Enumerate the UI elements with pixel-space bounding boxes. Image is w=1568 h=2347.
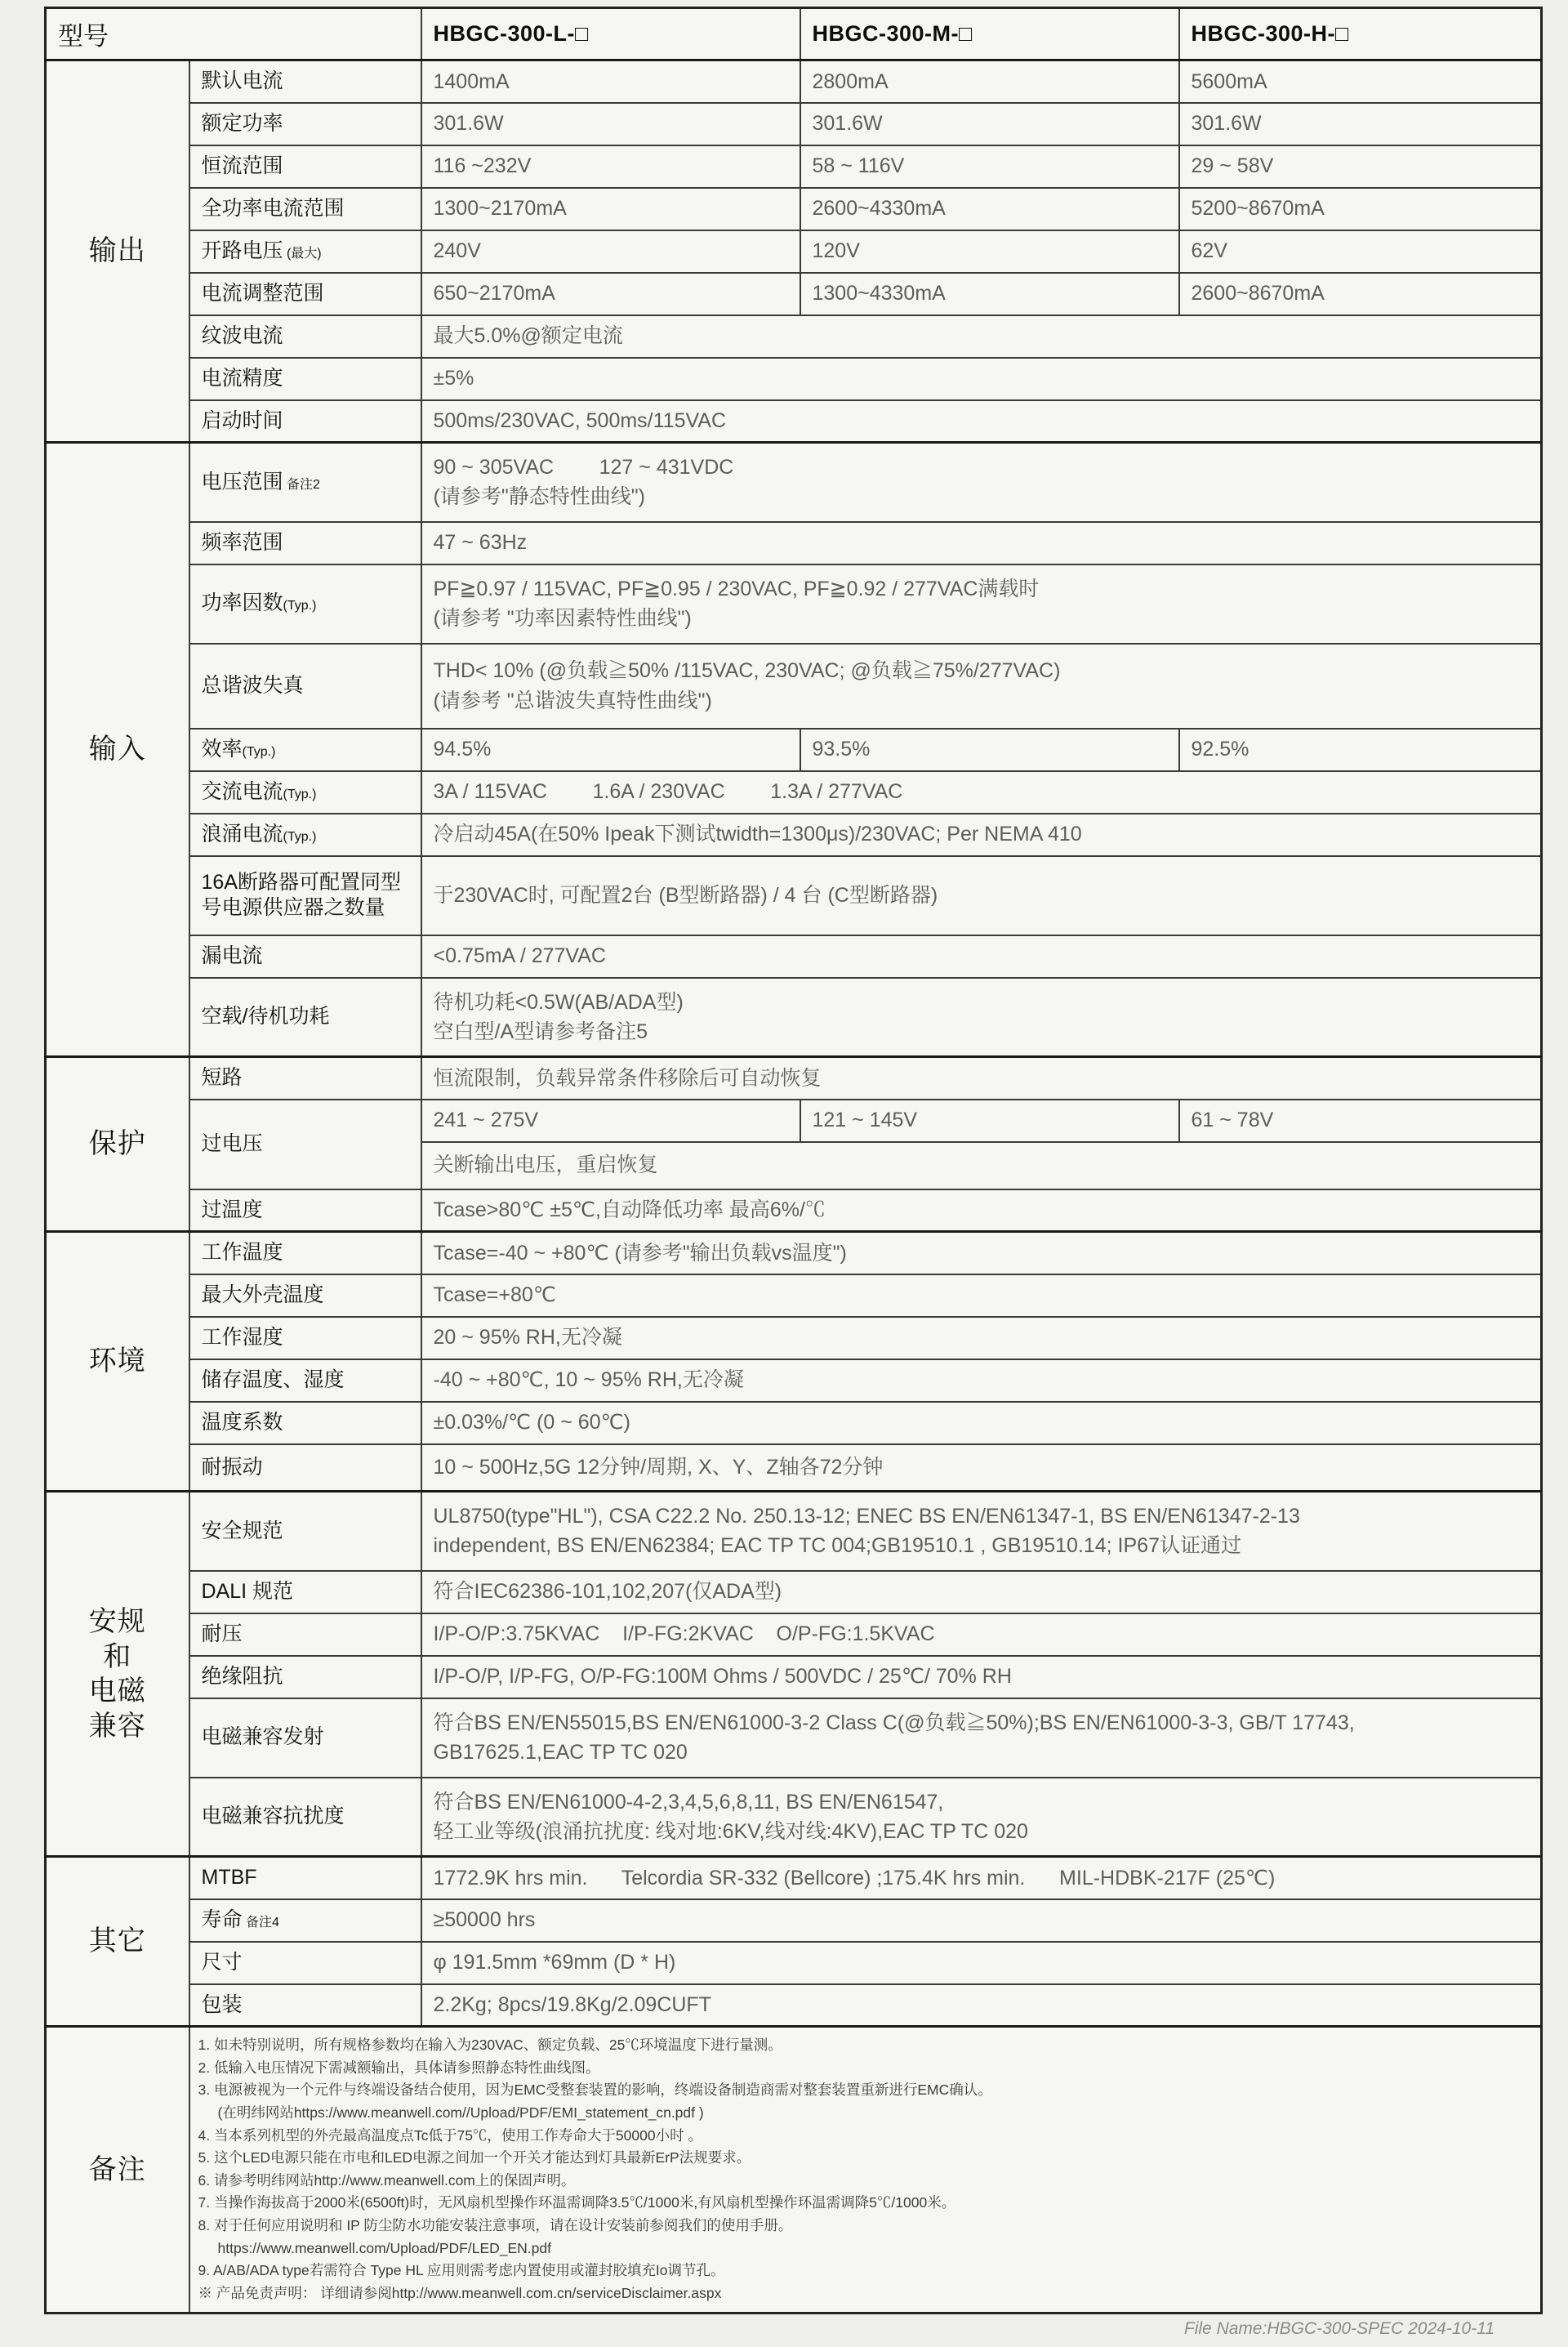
value-span: 2.2Kg; 8pcs/19.8Kg/2.09CUFT <box>421 1984 1542 2027</box>
section-safety-emc: 安规 和 电磁 兼容 <box>46 1492 189 1857</box>
value-span: 恒流限制，负载异常条件移除后可自动恢复 <box>421 1057 1542 1100</box>
row-leakage-current <box>46 935 1542 978</box>
value-span: Tcase=-40 ~ +80℃ (请参考"输出负载vs温度") <box>421 1232 1542 1274</box>
value-span: Tcase=+80℃ <box>421 1274 1542 1317</box>
section-notes: 备注 <box>46 2027 189 2314</box>
value-span: UL8750(type"HL"), CSA C22.2 No. 250.13-12; ENEC BS EN/EN61347-1, BS EN/EN61347-2-13 independent, BS EN/EN62384; EAC TP TC 004;GB19510.1 , GB19510.14; IP67认证通过 <box>421 1492 1542 1571</box>
row-rated-power <box>46 103 1542 145</box>
note-line-6: 6. 请参考明纬网站http://www.meanwell.com上的保固声明。 <box>198 2171 576 2189</box>
row-default-current <box>46 60 1542 103</box>
label-note: (Typ.) <box>242 744 276 759</box>
value-l: 1400mA <box>421 60 800 103</box>
row-safety-standards <box>46 1492 1542 1571</box>
row-packing <box>46 1984 1542 2027</box>
value-span: 90 ~ 305VAC 127 ~ 431VDC (请参考"静态特性曲线") <box>421 443 1542 522</box>
row-label: 绝缘阻抗 <box>189 1656 421 1698</box>
value-m: 1300~4330mA <box>800 273 1179 315</box>
row-label: 恒流范围 <box>189 145 421 188</box>
row-label: 过电压 <box>189 1100 421 1189</box>
row-label: 耐压 <box>189 1613 421 1656</box>
row-label <box>189 443 421 522</box>
label-note: (Typ.) <box>283 829 317 844</box>
row-label: 电流调整范围 <box>189 273 421 315</box>
value-span: ≥50000 hrs <box>421 1899 1542 1942</box>
model-name-h: HBGC-300-H-□ <box>1179 8 1542 60</box>
section-output: 输出 <box>46 60 189 443</box>
header-row <box>46 8 1542 60</box>
row-no-load-standby-power <box>46 978 1542 1057</box>
row-current-adjust-range <box>46 273 1542 315</box>
note-line-5: 5. 这个LED电源只能在市电和LED电源之间加一个开关才能达到灯具最新ErP法规要求。 <box>198 2149 751 2166</box>
row-label: 储存温度、湿度 <box>189 1359 421 1402</box>
label-note: (Typ.) <box>283 599 317 614</box>
row-label <box>189 564 421 644</box>
value-span: 20 ~ 95% RH,无冷凝 <box>421 1317 1542 1359</box>
row-label: 漏电流 <box>189 935 421 978</box>
row-emc-immunity <box>46 1778 1542 1857</box>
row-thd <box>46 644 1542 729</box>
row-storage-temp-humidity <box>46 1359 1542 1402</box>
row-label: 温度系数 <box>189 1402 421 1444</box>
row-notes <box>46 2027 1542 2314</box>
row-short-circuit <box>46 1057 1542 1100</box>
row-label: 纹波电流 <box>189 315 421 358</box>
row-dali <box>46 1571 1542 1613</box>
row-current-accuracy <box>46 358 1542 400</box>
label-note: (最大) <box>283 246 322 261</box>
label-text: 开路电压 <box>201 239 283 262</box>
value-l: 1300~2170mA <box>421 188 800 230</box>
value-span: 符合BS EN/EN55015,BS EN/EN61000-3-2 Class C(@负载≧50%);BS EN/EN61000-3-3, GB/T 17743, GB17625.1,EAC TP TC 020 <box>421 1698 1542 1778</box>
value-span: 符合IEC62386-101,102,207(仅ADA型) <box>421 1571 1542 1613</box>
value-span: I/P-O/P:3.75KVAC I/P-FG:2KVAC O/P-FG:1.5KVAC <box>421 1613 1542 1656</box>
note-line-4: 4. 当本系列机型的外壳最高温度点Tc低于75℃，使用工作寿命大于50000小时 。 <box>198 2126 702 2144</box>
value-span: 关断输出电压，重启恢复 <box>421 1142 1542 1189</box>
note-line-3: 3. 电源被视为一个元件与终端设备结合使用，因为EMC受整套装置的影响，终端设备制造商需对整套装置重新进行EMC确认。 <box>198 2082 992 2099</box>
row-label <box>189 1899 421 1942</box>
value-l: 94.5% <box>421 729 800 771</box>
note-line-1: 1. 如未特别说明，所有规格参数均在输入为230VAC、额定负载、25℃环境温度下进行量测。 <box>198 2037 782 2053</box>
section-others: 其它 <box>46 1857 189 2027</box>
model-header-label: 型号 <box>46 8 421 60</box>
value-span: φ 191.5mm *69mm (D * H) <box>421 1942 1542 1984</box>
value-span: 符合BS EN/EN61000-4-2,3,4,5,6,8,11, BS EN/EN61547, 轻工业等级(浪涌抗扰度: 线对地:6KV,线对线:4KV),EAC TP TC 020 <box>421 1778 1542 1857</box>
value-h: 29 ~ 58V <box>1179 145 1542 188</box>
row-label: 频率范围 <box>189 522 421 564</box>
row-label: DALI 规范 <box>189 1571 421 1613</box>
row-efficiency <box>46 729 1542 771</box>
row-max-case-temp <box>46 1274 1542 1317</box>
value-span: 待机功耗<0.5W(AB/ADA型) 空白型/A型请参考备注5 <box>421 978 1542 1057</box>
row-setup-time <box>46 400 1542 443</box>
label-note: 备注4 <box>242 1915 279 1930</box>
row-ripple-current <box>46 315 1542 358</box>
row-label: 16A断路器可配置同型号电源供应器之数量 <box>189 856 421 935</box>
value-span: 最大5.0%@额定电流 <box>421 315 1542 358</box>
label-text: 寿命 <box>201 1907 243 1931</box>
row-constant-current-range <box>46 145 1542 188</box>
label-text: 功率因数 <box>201 591 283 615</box>
section-environment: 环境 <box>46 1232 189 1492</box>
row-label <box>189 771 421 814</box>
value-span: 10 ~ 500Hz,5G 12分钟/周期, X、Y、Z轴各72分钟 <box>421 1444 1542 1492</box>
value-span: Tcase>80℃ ±5℃,自动降低功率 最高6%/℃ <box>421 1189 1542 1232</box>
row-label: MTBF <box>189 1857 421 1899</box>
value-span: I/P-O/P, I/P-FG, O/P-FG:100M Ohms / 500VDC / 25℃/ 70% RH <box>421 1656 1542 1698</box>
value-h: 92.5% <box>1179 729 1542 771</box>
value-h: 301.6W <box>1179 103 1542 145</box>
value-span: 47 ~ 63Hz <box>421 522 1542 564</box>
value-m: 2800mA <box>800 60 1179 103</box>
note-line-8: 8. 对于任何应用说明和 IP 防尘防水功能安装注意事项，请在设计安装前参阅我们的使用手册。 <box>198 2217 793 2234</box>
row-label: 短路 <box>189 1057 421 1100</box>
value-h: 5200~8670mA <box>1179 188 1542 230</box>
file-name-footer: File Name:HBGC-300-SPEC 2024-10-11 <box>1183 2318 1494 2338</box>
row-frequency-range <box>46 522 1542 564</box>
note-line-8b: https://www.meanwell.com/Upload/PDF/LED_EN.pdf <box>217 2239 551 2256</box>
value-l: 301.6W <box>421 103 800 145</box>
note-line-3b: (在明纬网站https://www.meanwell.com//Upload/PDF/EMI_statement_cn.pdf ) <box>217 2104 704 2121</box>
row-label <box>189 814 421 856</box>
note-line-7: 7. 当操作海拔高于2000米(6500ft)时，无风扇机型操作环温需调降3.5℃/1000米,有风扇机型操作环温需调降5℃/1000米。 <box>198 2194 956 2211</box>
value-l: 650~2170mA <box>421 273 800 315</box>
label-note: 备注2 <box>283 477 320 492</box>
model-name-l: HBGC-300-L-□ <box>421 8 800 60</box>
value-span: ±0.03%/℃ (0 ~ 60℃) <box>421 1402 1542 1444</box>
value-span: 于230VAC时, 可配置2台 (B型断路器) / 4 台 (C型断路器) <box>421 856 1542 935</box>
row-life <box>46 1899 1542 1942</box>
value-m: 58 ~ 116V <box>800 145 1179 188</box>
value-h: 62V <box>1179 230 1542 273</box>
row-label: 最大外壳温度 <box>189 1274 421 1317</box>
value-span: -40 ~ +80℃, 10 ~ 95% RH,无冷凝 <box>421 1359 1542 1402</box>
row-working-temp <box>46 1232 1542 1274</box>
value-l: 240V <box>421 230 800 273</box>
row-isolation-resistance <box>46 1656 1542 1698</box>
model-name-m: HBGC-300-M-□ <box>800 8 1179 60</box>
row-open-circuit-voltage <box>46 230 1542 273</box>
value-m: 120V <box>800 230 1179 273</box>
row-label: 过温度 <box>189 1189 421 1232</box>
spec-table <box>44 7 1543 2314</box>
row-16a-breaker <box>46 856 1542 935</box>
row-power-factor <box>46 564 1542 644</box>
label-text: 交流电流 <box>201 779 283 803</box>
value-h: 2600~8670mA <box>1179 273 1542 315</box>
row-vibration <box>46 1444 1542 1492</box>
value-m: 121 ~ 145V <box>800 1100 1179 1142</box>
row-working-humidity <box>46 1317 1542 1359</box>
section-protection: 保护 <box>46 1057 189 1232</box>
value-span: 1772.9K hrs min. Telcordia SR-332 (Bellcore) ;175.4K hrs min. MIL-HDBK-217F (25℃) <box>421 1857 1542 1899</box>
notes-content <box>189 2027 1542 2314</box>
row-label: 额定功率 <box>189 103 421 145</box>
note-line-9: 9. A/AB/ADA type若需符合 Type HL 应用则需考虑内置使用或灌封胶填充Io调节孔。 <box>198 2262 725 2279</box>
row-full-power-current-range <box>46 188 1542 230</box>
row-dimension <box>46 1942 1542 1984</box>
value-span: THD< 10% (@负载≧50% /115VAC, 230VAC; @负载≧75%/277VAC) (请参考 "总谐波失真特性曲线") <box>421 644 1542 729</box>
label-text: 电压范围 <box>201 470 283 493</box>
row-mtbf <box>46 1857 1542 1899</box>
row-label: 包装 <box>189 1984 421 2027</box>
row-inrush-current <box>46 814 1542 856</box>
value-m: 301.6W <box>800 103 1179 145</box>
row-label: 电磁兼容抗扰度 <box>189 1778 421 1857</box>
value-span: 冷启动45A(在50% Ipeak下测试twidth=1300μs)/230VAC; Per NEMA 410 <box>421 814 1542 856</box>
row-label: 安全规范 <box>189 1492 421 1571</box>
row-label: 总谐波失真 <box>189 644 421 729</box>
row-label: 全功率电流范围 <box>189 188 421 230</box>
value-m: 93.5% <box>800 729 1179 771</box>
label-text: 效率 <box>201 737 243 761</box>
row-label: 默认电流 <box>189 60 421 103</box>
value-span: PF≧0.97 / 115VAC, PF≧0.95 / 230VAC, PF≧0.92 / 277VAC满载时 (请参考 "功率因素特性曲线") <box>421 564 1542 644</box>
row-voltage-range <box>46 443 1542 522</box>
row-emc-emission <box>46 1698 1542 1778</box>
value-span: 3A / 115VAC 1.6A / 230VAC 1.3A / 277VAC <box>421 771 1542 814</box>
row-label: 启动时间 <box>189 400 421 443</box>
row-over-voltage <box>46 1100 1542 1142</box>
value-h: 61 ~ 78V <box>1179 1100 1542 1142</box>
row-label: 耐振动 <box>189 1444 421 1492</box>
row-label <box>189 729 421 771</box>
row-label: 工作湿度 <box>189 1317 421 1359</box>
row-label: 工作温度 <box>189 1232 421 1274</box>
label-note: (Typ.) <box>283 787 317 801</box>
note-line-2: 2. 低输入电压情况下需减额输出，具体请参照静态特性曲线图。 <box>198 2059 600 2076</box>
section-input: 输入 <box>46 443 189 1057</box>
value-span: ±5% <box>421 358 1542 400</box>
row-temp-coefficient <box>46 1402 1542 1444</box>
row-label: 电流精度 <box>189 358 421 400</box>
row-withstand-voltage <box>46 1613 1542 1656</box>
row-label: 电磁兼容发射 <box>189 1698 421 1778</box>
value-span: 500ms/230VAC, 500ms/115VAC <box>421 400 1542 443</box>
row-label: 空载/待机功耗 <box>189 978 421 1057</box>
spec-sheet <box>44 7 1568 2339</box>
note-line-disclaimer: ※ 产品免责声明： 详细请参阅http://www.meanwell.com.cn/serviceDisclaimer.aspx <box>198 2285 722 2302</box>
row-label: 尺寸 <box>189 1942 421 1984</box>
row-label <box>189 230 421 273</box>
value-m: 2600~4330mA <box>800 188 1179 230</box>
label-text: 浪涌电流 <box>201 822 283 846</box>
value-l: 116 ~232V <box>421 145 800 188</box>
row-over-temperature <box>46 1189 1542 1232</box>
value-h: 5600mA <box>1179 60 1542 103</box>
row-ac-current <box>46 771 1542 814</box>
value-l: 241 ~ 275V <box>421 1100 800 1142</box>
value-span: <0.75mA / 277VAC <box>421 935 1542 978</box>
